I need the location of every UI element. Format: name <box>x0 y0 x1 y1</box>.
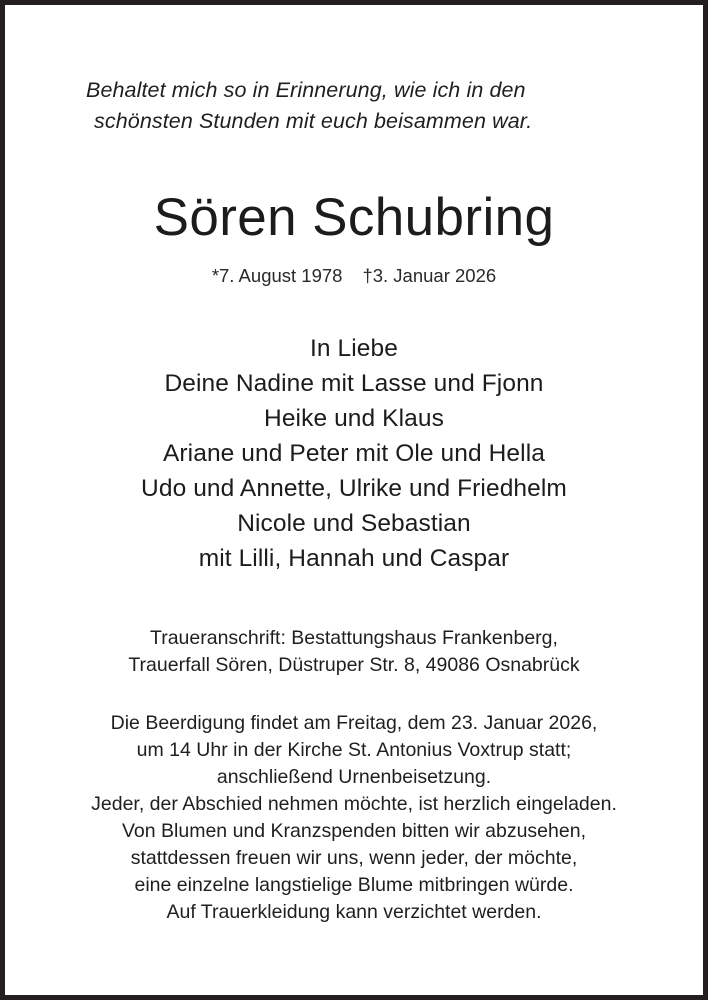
mourning-address-block <box>128 625 579 679</box>
details-line: stattdessen freuen wir uns, wenn jeder, der möchte, <box>130 847 578 869</box>
details-line: Die Beerdigung findet am Freitag, dem 23. Januar 2026, <box>110 712 598 734</box>
details-line: Von Blumen und Kranzspenden bitten wir abzusehen, <box>122 820 586 842</box>
details-line: Auf Trauerkleidung kann verzichtet werden. <box>166 901 542 923</box>
details-line: anschließend Urnenbeisetzung. <box>216 766 492 788</box>
survivors-line: mit Lilli, Hannah und Caspar <box>198 545 510 572</box>
survivors-line: Nicole und Sebastian <box>237 510 471 537</box>
deceased-name-block <box>5 189 703 288</box>
details-line: Jeder, der Abschied nehmen möchte, ist herzlich eingeladen. <box>91 793 617 815</box>
address-line: Trauerfall Sören, Düstruper Str. 8, 49086 Osnabrück <box>128 654 580 676</box>
notice-content <box>5 5 703 995</box>
address-line: Traueranschrift: Bestattungshaus Frankenberg, <box>150 627 558 649</box>
survivors-block <box>141 331 567 576</box>
motto-line-1: Behaltet mich so in Erinnerung, wie ich in den <box>86 78 526 102</box>
details-line: eine einzelne langstielige Blume mitbringen würde. <box>134 874 574 896</box>
details-line: um 14 Uhr in der Kirche St. Antonius Voxtrup statt; <box>136 739 572 761</box>
motto-quotation <box>86 75 626 137</box>
deceased-name: Sören Schubring <box>153 188 555 247</box>
survivors-line: Ariane und Peter mit Ole und Hella <box>162 440 545 467</box>
survivors-intro: In Liebe <box>309 335 398 362</box>
survivors-line: Deine Nadine mit Lasse und Fjonn <box>164 370 544 397</box>
motto-line-2: schönsten Stunden mit euch beisammen war. <box>94 109 533 133</box>
survivors-line: Heike und Klaus <box>264 405 444 432</box>
life-dates <box>5 264 703 288</box>
survivors-line: Udo und Annette, Ulrike und Friedhelm <box>141 475 567 502</box>
birth-date: *7. August 1978 <box>211 265 343 286</box>
death-date: †3. Januar 2026 <box>362 265 497 286</box>
funeral-details-block <box>91 710 617 926</box>
